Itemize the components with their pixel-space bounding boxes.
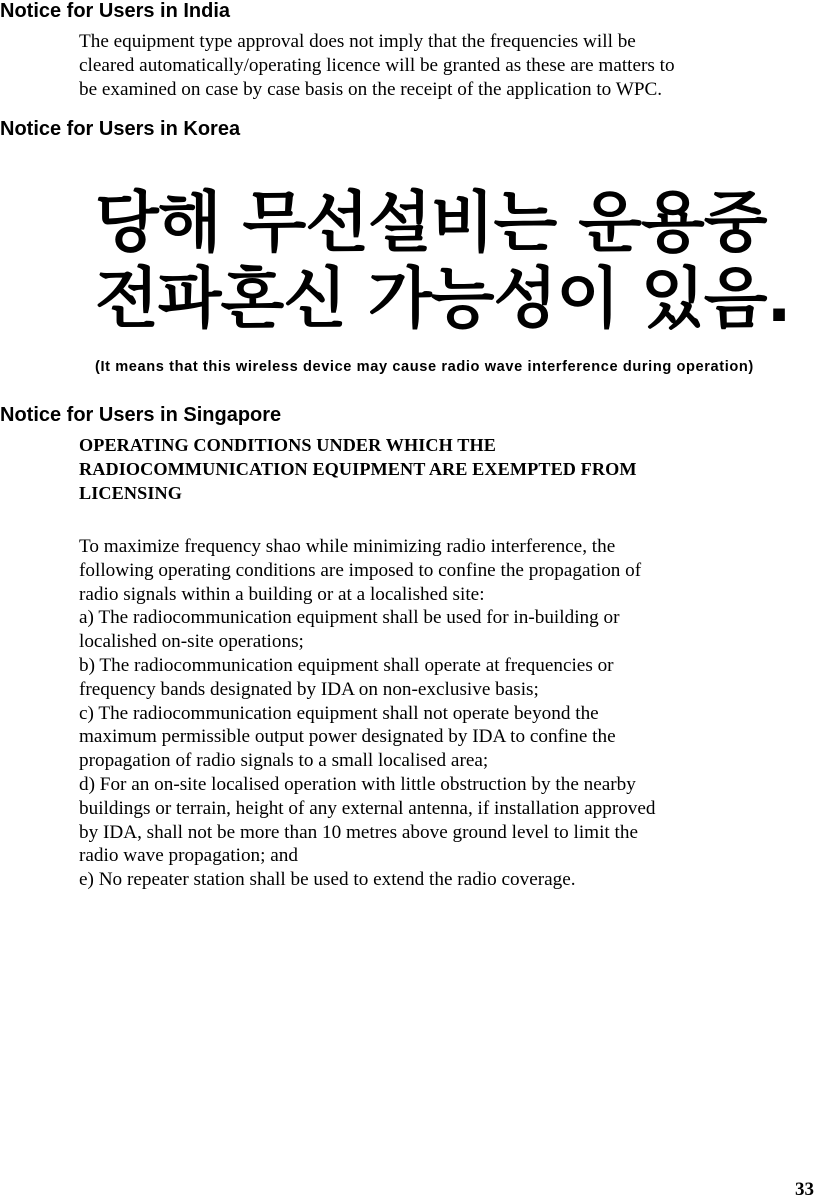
india-line: The equipment type approval does not imply that the frequencies will be bbox=[79, 31, 636, 52]
singapore-line: frequency bands designated by IDA on non-exclusive basis; bbox=[79, 678, 539, 700]
korean-warning-translation: (It means that this wireless device may cause radio wave interference during operation) bbox=[95, 359, 754, 375]
singapore-line: radio wave propagation; and bbox=[79, 845, 298, 867]
page-number: 33 bbox=[795, 1179, 814, 1200]
singapore-line: by IDA, shall not be more than 10 metres above ground level to limit the bbox=[79, 821, 638, 843]
singapore-line: buildings or terrain, height of any external antenna, if installation approved bbox=[79, 797, 656, 819]
india-line: cleared automatically/operating licence will be granted as these are matters to bbox=[79, 54, 675, 76]
singapore-line: c) The radiocommunication equipment shall not operate beyond the bbox=[79, 702, 599, 724]
singapore-title-line: OPERATING CONDITIONS UNDER WHICH THE bbox=[79, 435, 496, 455]
singapore-line: b) The radiocommunication equipment shall operate at frequencies or bbox=[79, 654, 614, 676]
korean-warning-line-2: 전파혼신 가능성이 있음. bbox=[95, 260, 791, 337]
singapore-line: To maximize frequency shao while minimizing radio interference, the bbox=[79, 536, 616, 557]
singapore-heading: Notice for Users in Singapore bbox=[0, 404, 282, 426]
singapore-title-line: LICENSING bbox=[79, 482, 182, 503]
india-heading: Notice for Users in India bbox=[0, 0, 231, 22]
singapore-line: a) The radiocommunication equipment shall be used for in-building or bbox=[79, 607, 620, 629]
india-notice-text bbox=[79, 30, 815, 101]
singapore-conditions-text bbox=[79, 535, 815, 892]
singapore-line: e) No repeater station shall be used to extend the radio coverage. bbox=[79, 869, 576, 891]
singapore-line: localished on-site operations; bbox=[79, 631, 304, 653]
korean-warning-line-1: 당해 무선설비는 운용중 bbox=[95, 184, 767, 261]
singapore-title-line: RADIOCOMMUNICATION EQUIPMENT ARE EXEMPTED FROM bbox=[79, 458, 637, 479]
singapore-line: radio signals within a building or at a localished site: bbox=[79, 583, 485, 605]
singapore-line: maximum permissible output power designated by IDA to confine the bbox=[79, 726, 616, 748]
singapore-line: d) For an on-site localised operation with little obstruction by the nearby bbox=[79, 773, 636, 795]
korea-heading: Notice for Users in Korea bbox=[0, 118, 241, 140]
india-line: be examined on case by case basis on the receipt of the application to WPC. bbox=[79, 78, 663, 100]
singapore-line: following operating conditions are imposed to confine the propagation of bbox=[79, 559, 642, 581]
singapore-conditions-title bbox=[79, 434, 815, 505]
singapore-line: propagation of radio signals to a small localised area; bbox=[79, 750, 489, 772]
